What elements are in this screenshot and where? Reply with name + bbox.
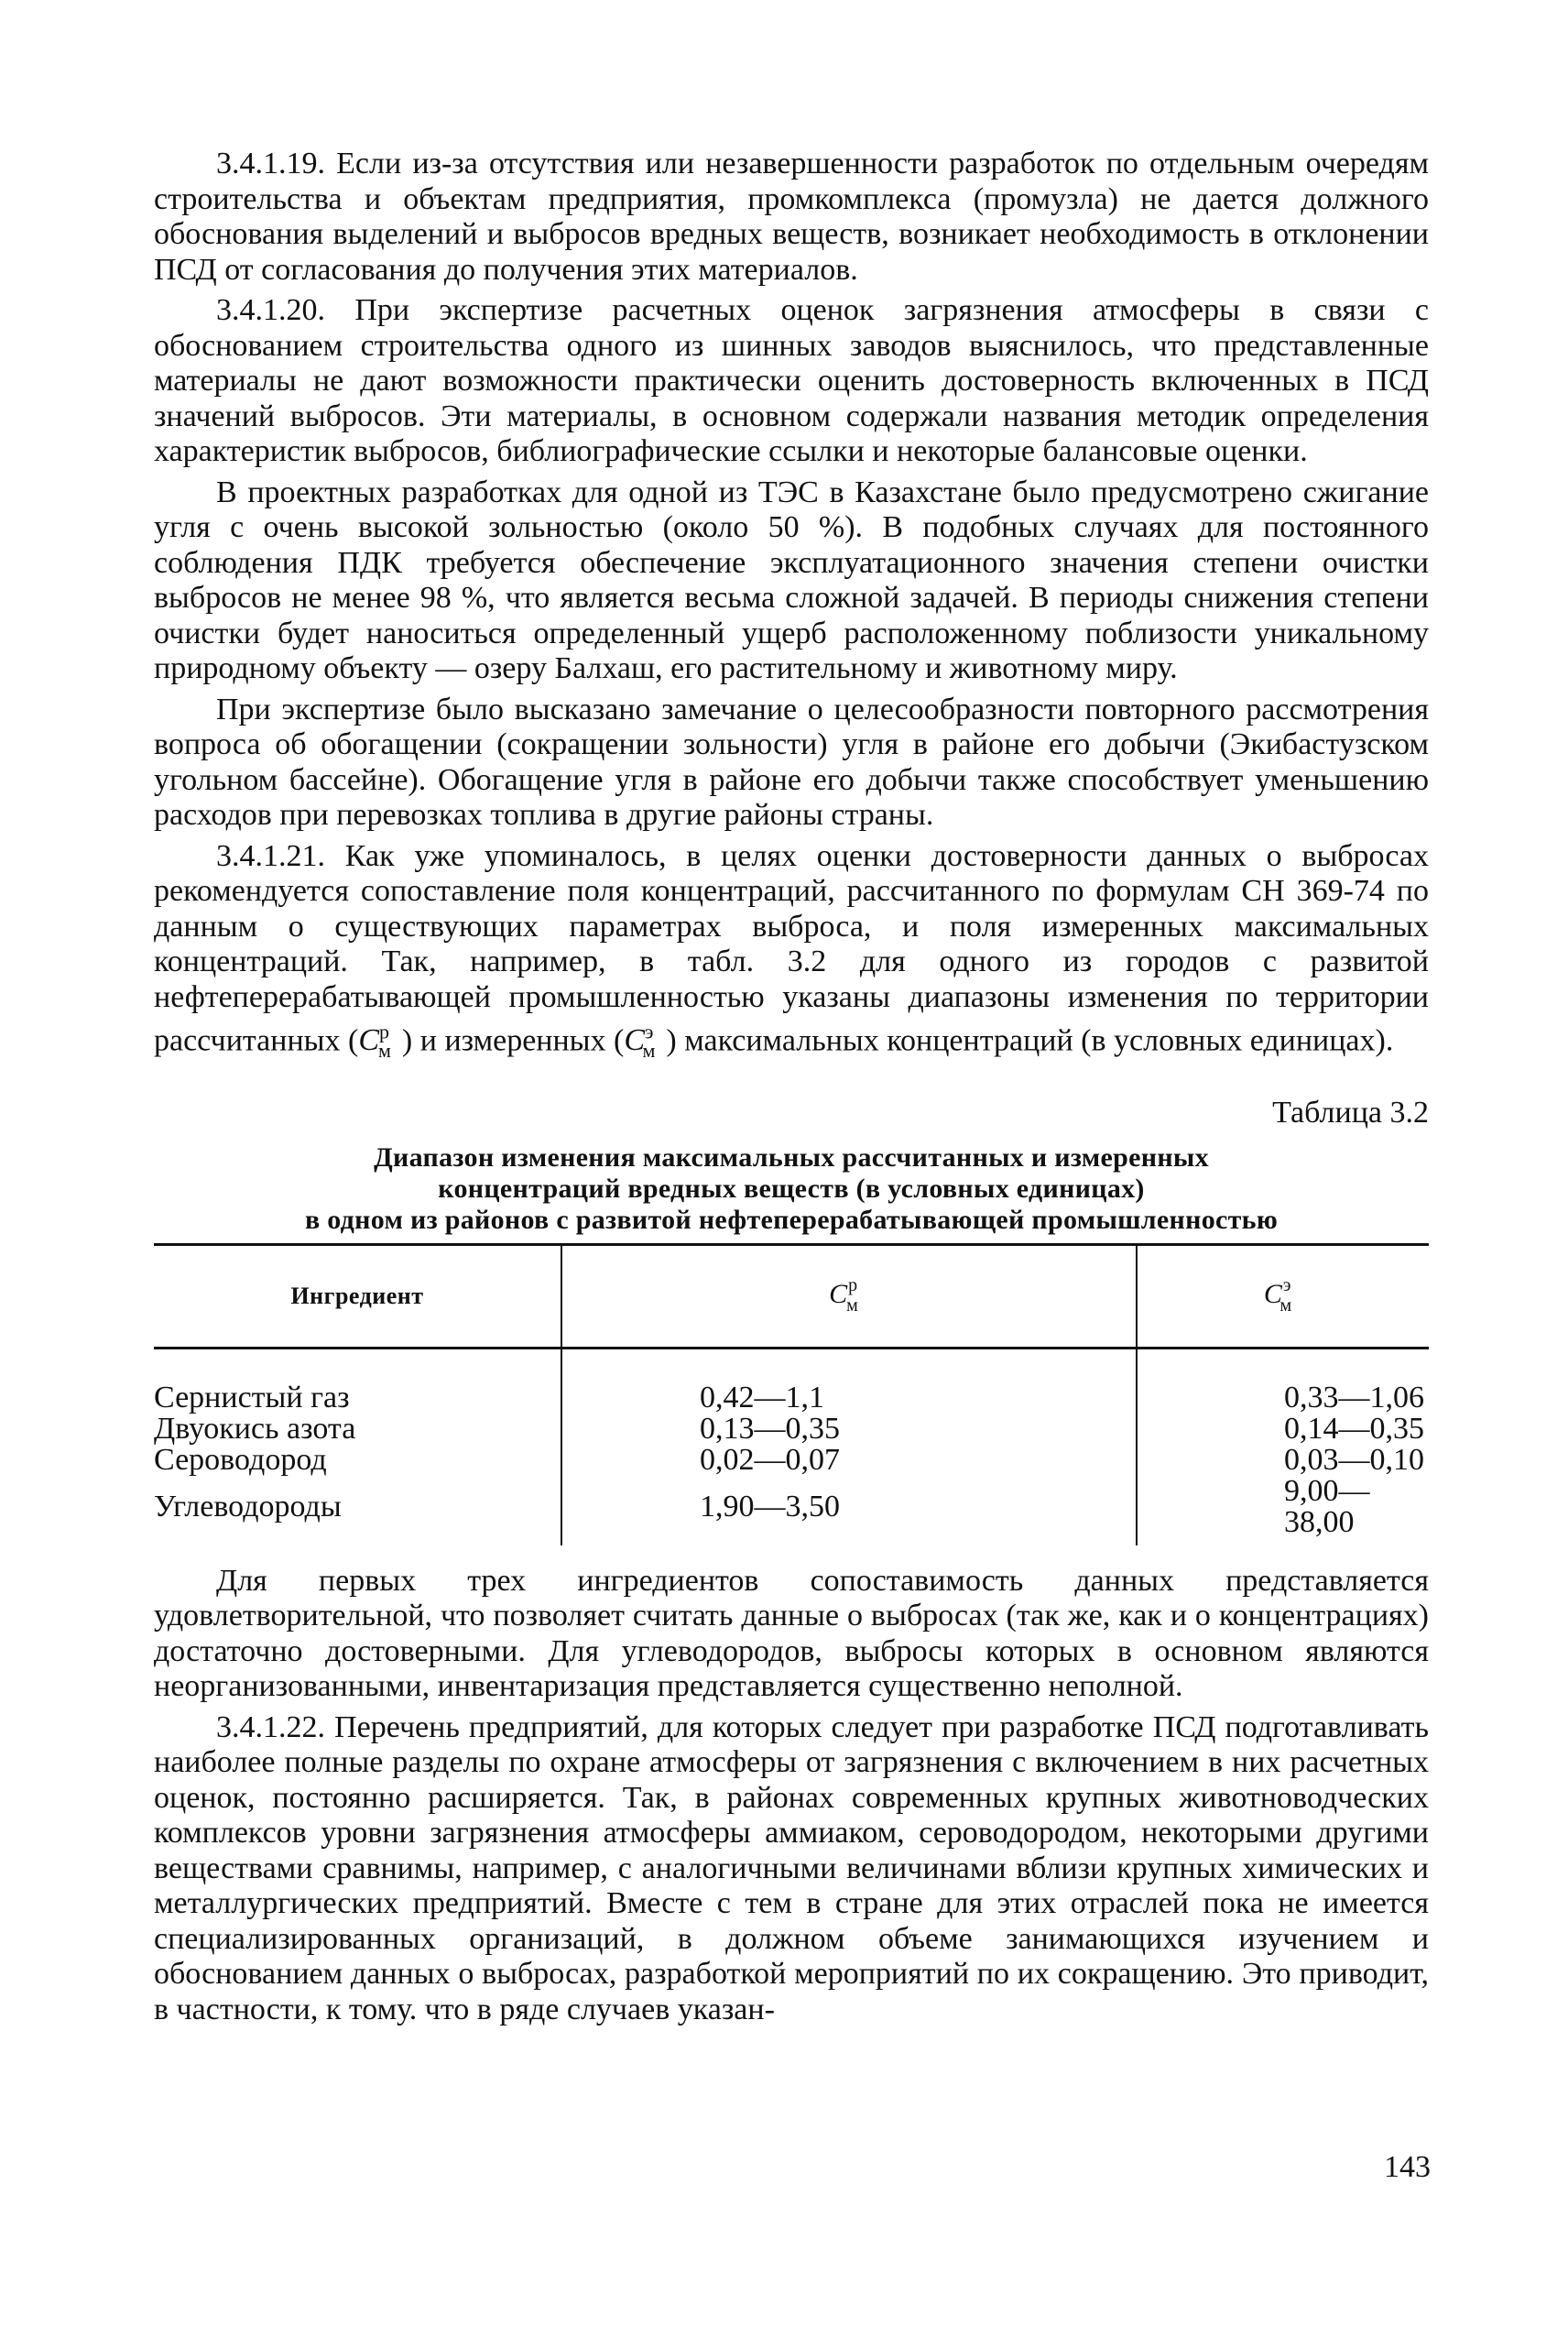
symbol-c-calc-inline: $C^р_м$ [358,1021,391,1063]
paragraph-3-4-1-21 [154,839,1429,1069]
paragraph-3-4-1-21-part3: ) максимальных концентраций (в условных единицах). [666,1023,1394,1058]
paragraph-first-three-ingredients: Для первых трех ингредиентов сопоставимость данных представляется удовлетворительной, что позволяет считать данные о выбросах (так же, как и о концентрациях) достаточно достоверными. Для углеводородов, выбросы которых в основном являются неорганизованными, инвентаризация представляется существенно неполной. [154,1563,1429,1704]
cell-calculated: 0,42—1,1 [561,1348,1137,1414]
paragraph-3-4-1-21-part2: ) и измеренных ( [401,1023,625,1058]
cell-ingredient: Сернистый газ [154,1380,350,1414]
header-measured: $C^э_м$ [1137,1244,1429,1348]
cell-calculated: 0,13—0,35 [561,1414,1137,1445]
cell-ingredient: Углеводороды [154,1489,342,1523]
paragraph-3-4-1-20: 3.4.1.20. При экспертизе расчетных оценок загрязнения атмосферы в связи с обоснованием строительства одного из шинных заводов выяснилось, что представленные материалы не дают возможности практически оценить достоверность включенных в ПСД значений выбросов. Эти материалы, в основном содержали названия методик определения характеристик выбросов, библиографические ссылки и некоторые балансовые оценки. [154,293,1429,468]
cell-ingredient: Двуокись азота [154,1411,356,1446]
cell-ingredient: Сероводород [154,1442,327,1477]
concentration-table [154,1243,1429,1545]
cell-calculated: 1,90—3,50 [561,1476,1137,1545]
paragraph-3-4-1-19: 3.4.1.19. Если из-за отсутствия или незавершенности разработок по отдельным очередям строительства и объектам предприятия, промкомплекса (промузла) не дается должного обоснования выделений и выбросов вредных веществ, возникает необходимость в отклонении ПСД от согласования до получения этих материалов. [154,147,1429,287]
table-row [154,1414,1429,1445]
table-label: Таблица 3.2 [1272,1095,1429,1130]
cell-measured: 9,00—38,00 [1284,1473,1370,1539]
paragraph-3-4-1-21-part1: 3.4.1.21. Как уже упоминалось, в целях оценки достоверности данных о выбросах рекомендуется сопоставление поля концентраций, рассчитанного по формулам СН 369-74 по данным о существующих параметрах выброса, и поля измеренных максимальных концентраций. Так, например, в табл. 3.2 для одного из городов с развитой нефтеперерабатывающей промышленностью указаны диапазоны изменения по территории рассчитанных ( [154,838,1429,1058]
cell-calculated: 0,02—0,07 [561,1445,1137,1476]
paragraph-3-4-1-22: 3.4.1.22. Перечень предприятий, для которых следует при разработке ПСД подготавливать наиболее полные разделы по охране атмосферы от загрязнения с включением в них расчетных оценок, постоянно расширяется. Так, в районах современных крупных животноводческих комплексов уровни загрязнения атмосферы аммиаком, сероводородом, некоторыми другими веществами сравнимы, например, с аналогичными величинами вблизи крупных химических и металлургических предприятий. Вместе с тем в стране для этих отраслей пока не имеется специализированных организаций, в должном объеме занимающихся изучением и обоснованием данных о выбросах, разработкой мероприятий по их сокращению. Это приводит, в частности, к тому. что в ряде случаев указан- [154,1709,1429,2026]
page-number: 143 [1384,2150,1431,2184]
header-ingredient: Ингредиент [154,1244,561,1348]
paragraph-tes-kazakhstan: В проектных разработках для одной из ТЭС в Казахстане было предусмотрено сжигание угля с очень высокой зольностью (около 50 %). В подобных случаях для постоянного соблюдения ПДК требуется обеспечение эксплуатационного значения степени очистки выбросов не менее 98 %, что является весьма сложной задачей. В периоды снижения степени очистки будет наноситься определенный ущерб расположенному поблизости уникальному природному объекту — озеру Балхаш, его растительному и животному миру. [154,475,1429,685]
cell-measured: 0,14—0,35 [1284,1411,1424,1446]
header-calculated: $C^р_м$ [561,1244,1137,1348]
cell-measured: 0,33—1,06 [1284,1380,1424,1414]
table-row [154,1445,1429,1476]
symbol-c-meas-inline: $C^э_м$ [624,1021,656,1063]
cell-measured: 0,03—0,10 [1284,1442,1424,1477]
table-row [154,1348,1429,1414]
table-title-line-3: в одном из районов с развитой нефтеперерабатывающей промышленностью [304,1204,1279,1235]
page-content [154,147,1429,2033]
table-header-row [154,1244,1429,1348]
paragraph-expertise-remark: При экспертизе было высказано замечание о целесообразности повторного рассмотрения вопроса об обогащении (сокращении зольности) угля в районе его добычи (Экибастузском угольном бассейне). Обогащение угля в районе его добычи также способствует уменьшению расходов при перевозках топлива в другие районы страны. [154,692,1429,832]
table-title-line-2: концентраций вредных веществ (в условных единицах) [438,1173,1145,1204]
table-title [154,1142,1429,1236]
table-row [154,1476,1429,1545]
table-title-line-1: Диапазон изменения максимальных рассчитанных и измеренных [374,1141,1209,1173]
